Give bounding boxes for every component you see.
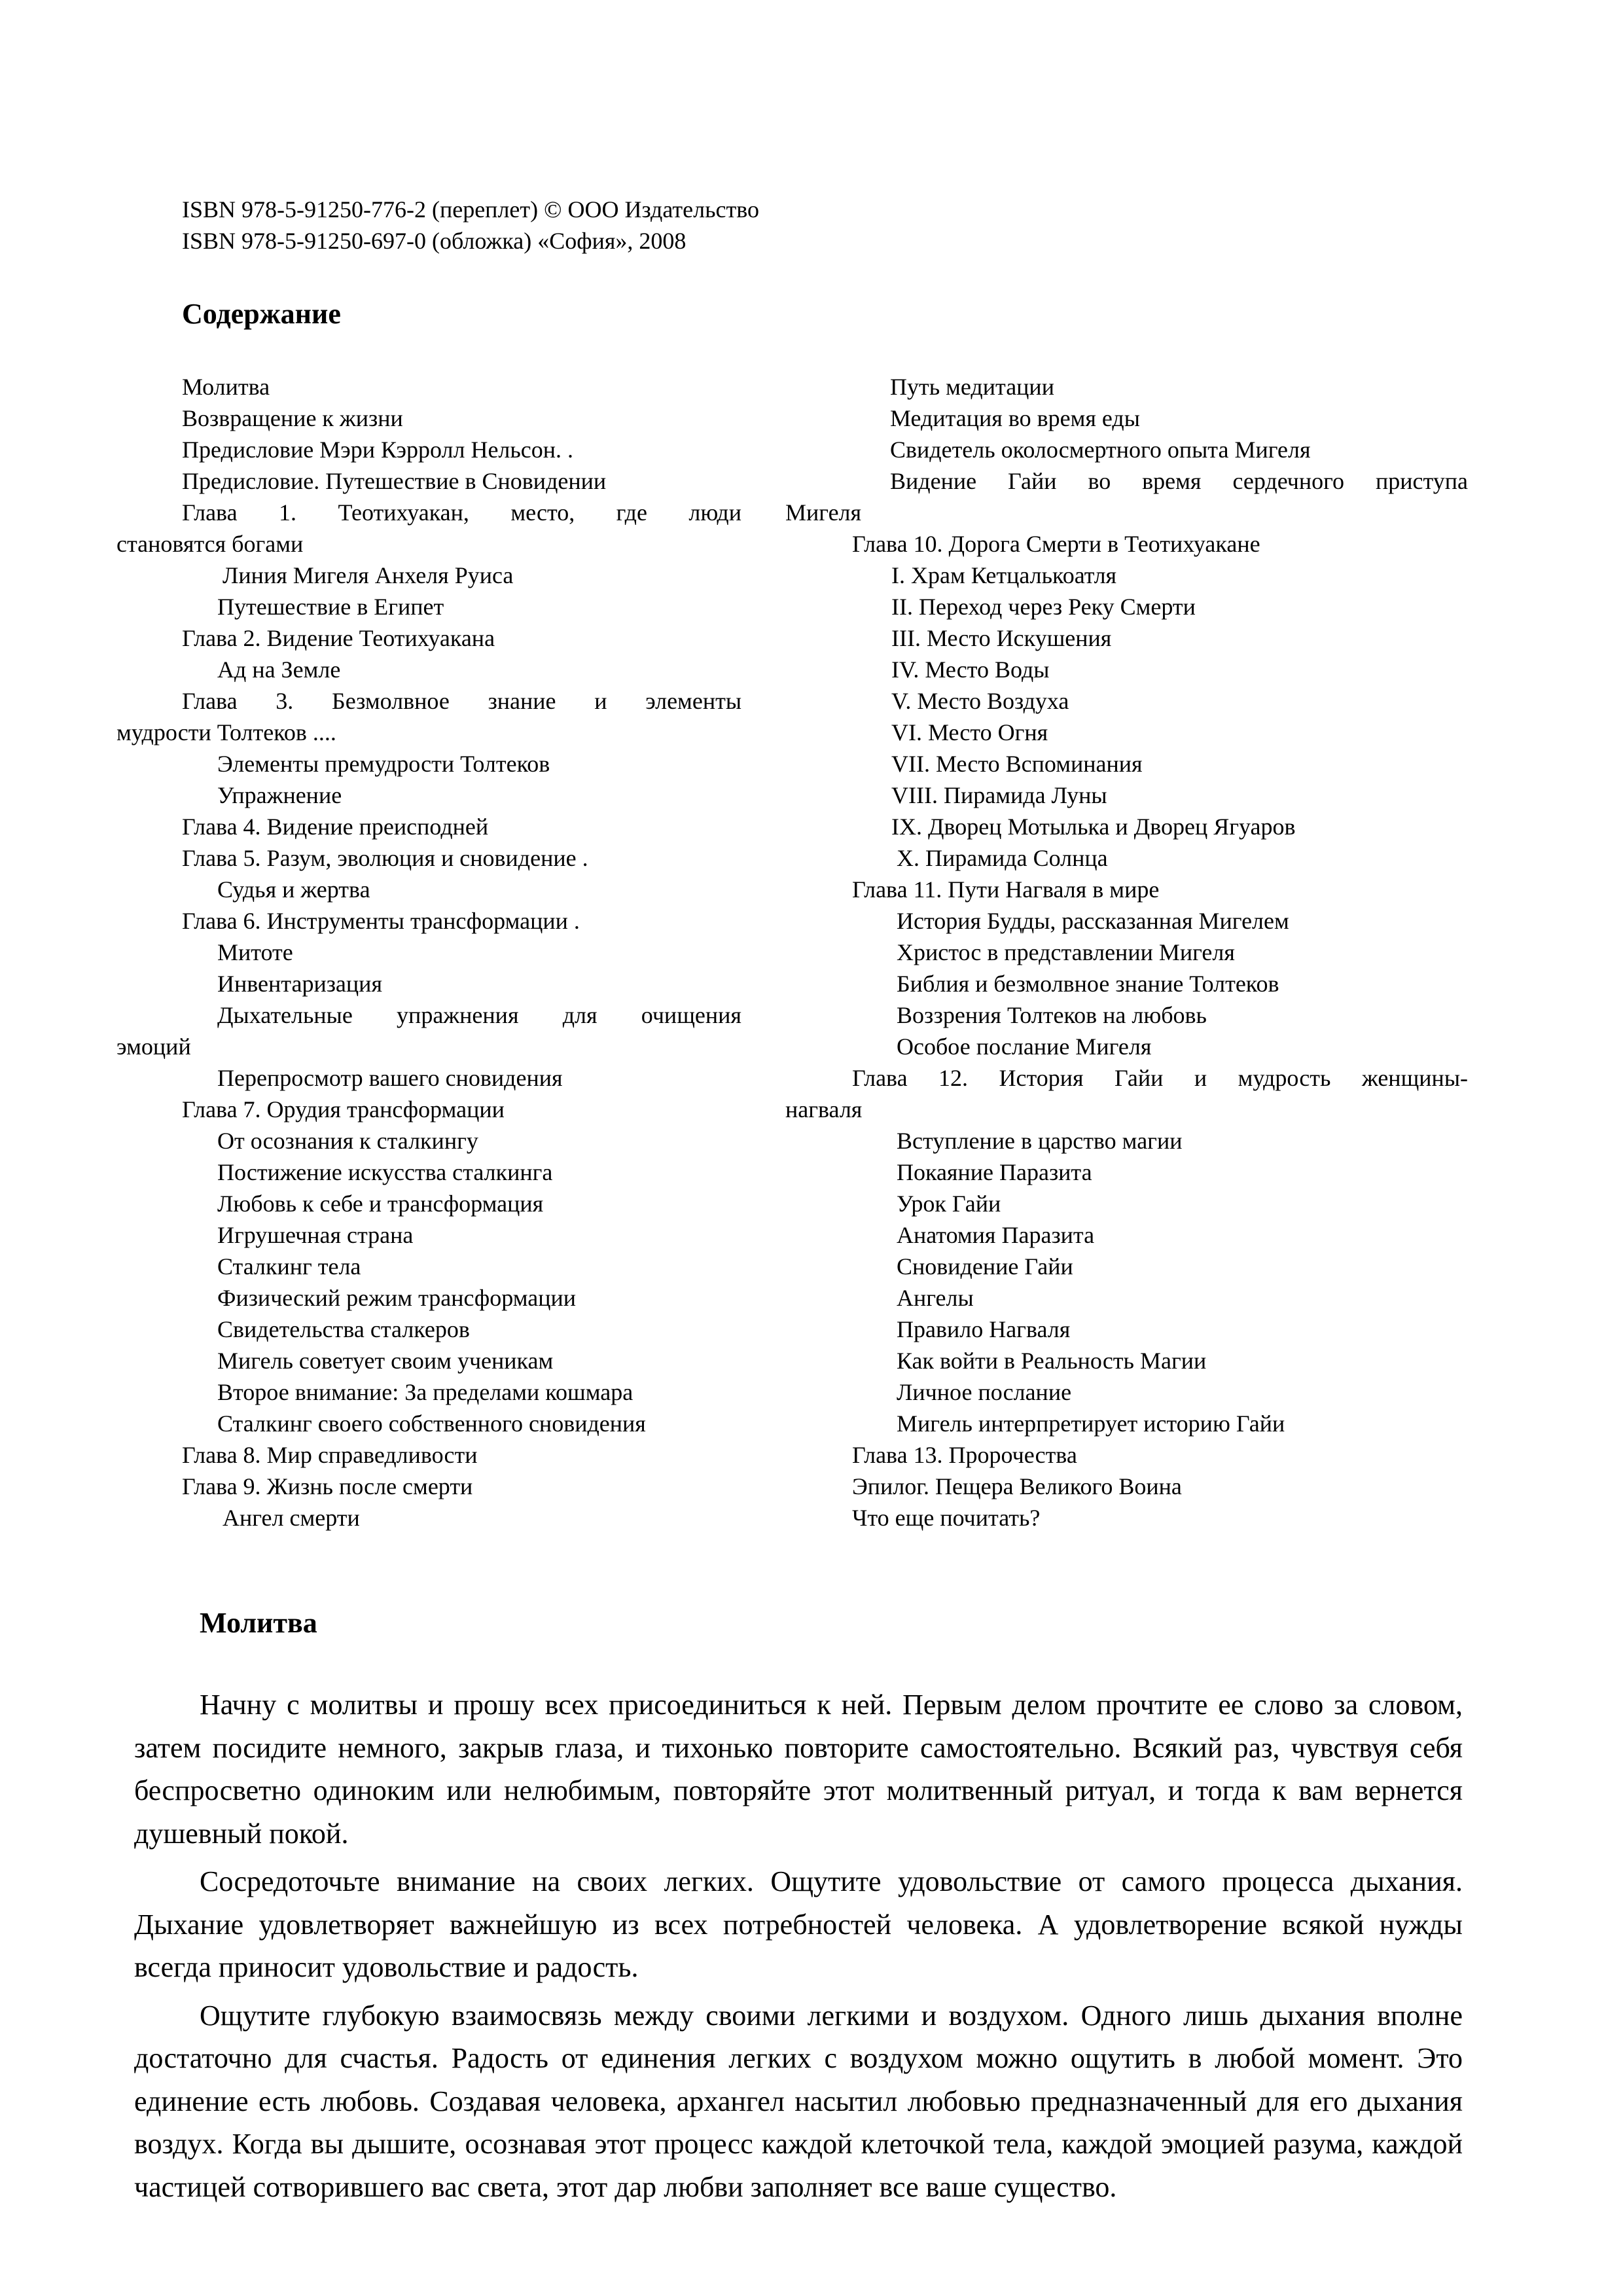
toc-subitem[interactable]: Покаяние Паразита: [897, 1159, 1092, 1185]
toc-subitem[interactable]: Второе внимание: За пределами кошмара: [217, 1379, 633, 1405]
toc-item[interactable]: Глава 1. Теотихуакан, место, где люди: [182, 499, 741, 526]
toc-subitem[interactable]: Дыхательные упражнения для очищения: [217, 1002, 741, 1028]
contents-heading: Содержание: [182, 298, 341, 330]
toc-item[interactable]: Глава 12. История Гайи и мудрость женщины-: [852, 1065, 1468, 1091]
toc-subitem[interactable]: Мигель интерпретирует историю Гайи: [897, 1410, 1285, 1437]
toc-subitem[interactable]: IV. Место Воды: [891, 656, 1050, 683]
toc-subitem[interactable]: Особое послание Мигеля: [897, 1033, 1152, 1060]
toc-subitem[interactable]: VII. Место Вспоминания: [891, 751, 1143, 777]
toc-item[interactable]: Глава 10. Дорога Смерти в Теотихуакане: [852, 531, 1260, 557]
toc-item-continued[interactable]: мудрости Толтеков ....: [116, 719, 336, 745]
isbn-line-1: ISBN 978-5-91250-776-2 (переплет) © ООО Издательство: [182, 196, 759, 223]
toc-item[interactable]: Глава 3. Безмолвное знание и элементы: [182, 688, 741, 714]
toc-subitem[interactable]: Инвентаризация: [217, 971, 382, 997]
toc-item[interactable]: Глава 2. Видение Теотихуакана: [182, 625, 495, 651]
toc-subitem[interactable]: Сталкинг своего собственного сновидения: [217, 1410, 646, 1437]
section-heading-prayer: Молитва: [200, 1607, 317, 1639]
paragraph: Ощутите глубокую взаимосвязь между своими легкими и воздухом. Одного лишь дыхания вполне достаточно для счастья. Радость от единения легких с воздухом можно ощутить в любой момент. Это единение есть любовь. Создавая человека, архангел насытил любовью предназначенный для его дыхания воздух. Когда вы дышите, осознавая этот процесс каждой клеточкой тела, каждой эмоцией разума, каждой частицей сотворившего вас света, этот дар любви заполняет все ваше существо.: [134, 1999, 1463, 2203]
toc-subitem[interactable]: Мигель советует своим ученикам: [217, 1348, 554, 1374]
toc-item[interactable]: Предисловие Мэри Кэрролл Нельсон. .: [182, 437, 574, 463]
toc-item[interactable]: Эпилог. Пещера Великого Воина: [852, 1473, 1182, 1499]
prayer-body: [134, 1683, 1463, 2214]
isbn-line-2: ISBN 978-5-91250-697-0 (обложка) «София», 2008: [182, 228, 687, 254]
toc-item-continued[interactable]: эмоций: [116, 1033, 191, 1060]
toc-subitem[interactable]: Урок Гайи: [897, 1191, 1001, 1217]
toc-subitem[interactable]: Воззрения Толтеков на любовь: [897, 1002, 1207, 1028]
toc-subitem[interactable]: III. Место Искушения: [891, 625, 1112, 651]
toc-item[interactable]: Глава 13. Пророчества: [852, 1442, 1077, 1468]
toc-subitem[interactable]: VI. Место Огня: [891, 719, 1048, 745]
toc-item[interactable]: Глава 7. Орудия трансформации: [182, 1096, 505, 1122]
toc-item[interactable]: Что еще почитать?: [852, 1505, 1041, 1531]
toc-subitem[interactable]: Любовь к себе и трансформация: [217, 1191, 544, 1217]
toc-subitem[interactable]: Христос в представлении Мигеля: [897, 939, 1235, 965]
toc-subitem[interactable]: Сновидение Гайи: [897, 1253, 1073, 1280]
toc-subitem[interactable]: Личное послание: [897, 1379, 1072, 1405]
toc-subitem[interactable]: Путешествие в Египет: [217, 594, 444, 620]
toc-subitem[interactable]: Анатомия Паразита: [897, 1222, 1095, 1248]
toc-subitem[interactable]: История Будды, рассказанная Мигелем: [897, 908, 1289, 934]
toc-subitem[interactable]: Митоте: [217, 939, 293, 965]
toc-subitem[interactable]: Библия и безмолвное знание Толтеков: [897, 971, 1279, 997]
toc-subitem[interactable]: Линия Мигеля Анхеля Руиса: [223, 562, 514, 588]
toc-item-continued[interactable]: Мигеля: [785, 499, 862, 526]
toc-subitem[interactable]: Свидетельства сталкеров: [217, 1316, 470, 1342]
toc-subitem[interactable]: Путь медитации: [890, 374, 1054, 400]
toc-item-continued[interactable]: становятся богами: [116, 531, 304, 557]
toc-item[interactable]: Глава 5. Разум, эволюция и сновидение .: [182, 845, 588, 871]
toc-item[interactable]: Глава 4. Видение преисподней: [182, 814, 489, 840]
paragraph: Сосредоточьте внимание на своих легких. Ощутите удовольствие от самого процесса дыхания. Дыхание удовлетворяет важнейшую из всех потребностей человека. А удовлетворение всякой нужды всегда приносит удовольствие и радость.: [134, 1865, 1463, 1983]
toc-item[interactable]: Предисловие. Путешествие в Сновидении: [182, 468, 607, 494]
toc-subitem[interactable]: Сталкинг тела: [217, 1253, 361, 1280]
toc-item[interactable]: Возвращение к жизни: [182, 405, 403, 431]
toc-item[interactable]: Глава 6. Инструменты трансформации .: [182, 908, 580, 934]
toc-subitem[interactable]: Медитация во время еды: [890, 405, 1140, 431]
toc-subitem[interactable]: Ангел смерти: [223, 1505, 360, 1531]
toc-subitem[interactable]: X. Пирамида Солнца: [897, 845, 1108, 871]
toc-item[interactable]: Глава 11. Пути Нагваля в мире: [852, 876, 1160, 903]
toc-item[interactable]: Глава 9. Жизнь после смерти: [182, 1473, 473, 1499]
toc-subitem[interactable]: Свидетель околосмертного опыта Мигеля: [890, 437, 1311, 463]
toc-subitem[interactable]: IX. Дворец Мотылька и Дворец Ягуаров: [891, 814, 1296, 840]
toc-subitem[interactable]: Физический режим трансформации: [217, 1285, 576, 1311]
toc-subitem[interactable]: Правило Нагваля: [897, 1316, 1071, 1342]
toc-subitem[interactable]: Вступление в царство магии: [897, 1128, 1183, 1154]
toc-subitem[interactable]: От осознания к сталкингу: [217, 1128, 478, 1154]
toc-subitem[interactable]: Ангелы: [897, 1285, 974, 1311]
toc-subitem[interactable]: I. Храм Кетцалькоатля: [891, 562, 1117, 588]
toc-subitem[interactable]: Постижение искусства сталкинга: [217, 1159, 553, 1185]
toc-subitem[interactable]: Элементы премудрости Толтеков: [217, 751, 550, 777]
toc-subitem[interactable]: Ад на Земле: [217, 656, 341, 683]
toc-subitem[interactable]: Игрушечная страна: [217, 1222, 414, 1248]
toc-subitem[interactable]: Видение Гайи во время сердечного приступа: [890, 468, 1468, 494]
toc-subitem[interactable]: Упражнение: [217, 782, 342, 808]
toc-item[interactable]: Глава 8. Мир справедливости: [182, 1442, 478, 1468]
toc-subitem[interactable]: VIII. Пирамида Луны: [891, 782, 1107, 808]
toc-item[interactable]: Молитва: [182, 374, 270, 400]
paragraph: Начну с молитвы и прошу всех присоединиться к ней. Первым делом прочтите ее слово за словом, затем посидите немного, закрыв глаза, и тихонько повторите самостоятельно. Всякий раз, чувствуя себя беспросветно одиноким или нелюбимым, повторяйте этот молитвенный ритуал, и тогда к вам вернется душевный покой.: [134, 1689, 1463, 1850]
toc-subitem[interactable]: V. Место Воздуха: [891, 688, 1069, 714]
toc-subitem[interactable]: Перепросмотр вашего сновидения: [217, 1065, 563, 1091]
toc-subitem[interactable]: Как войти в Реальность Магии: [897, 1348, 1207, 1374]
toc-item-continued[interactable]: нагваля: [785, 1096, 863, 1122]
toc-subitem[interactable]: Судья и жертва: [217, 876, 370, 903]
toc-subitem[interactable]: II. Переход через Реку Смерти: [891, 594, 1196, 620]
